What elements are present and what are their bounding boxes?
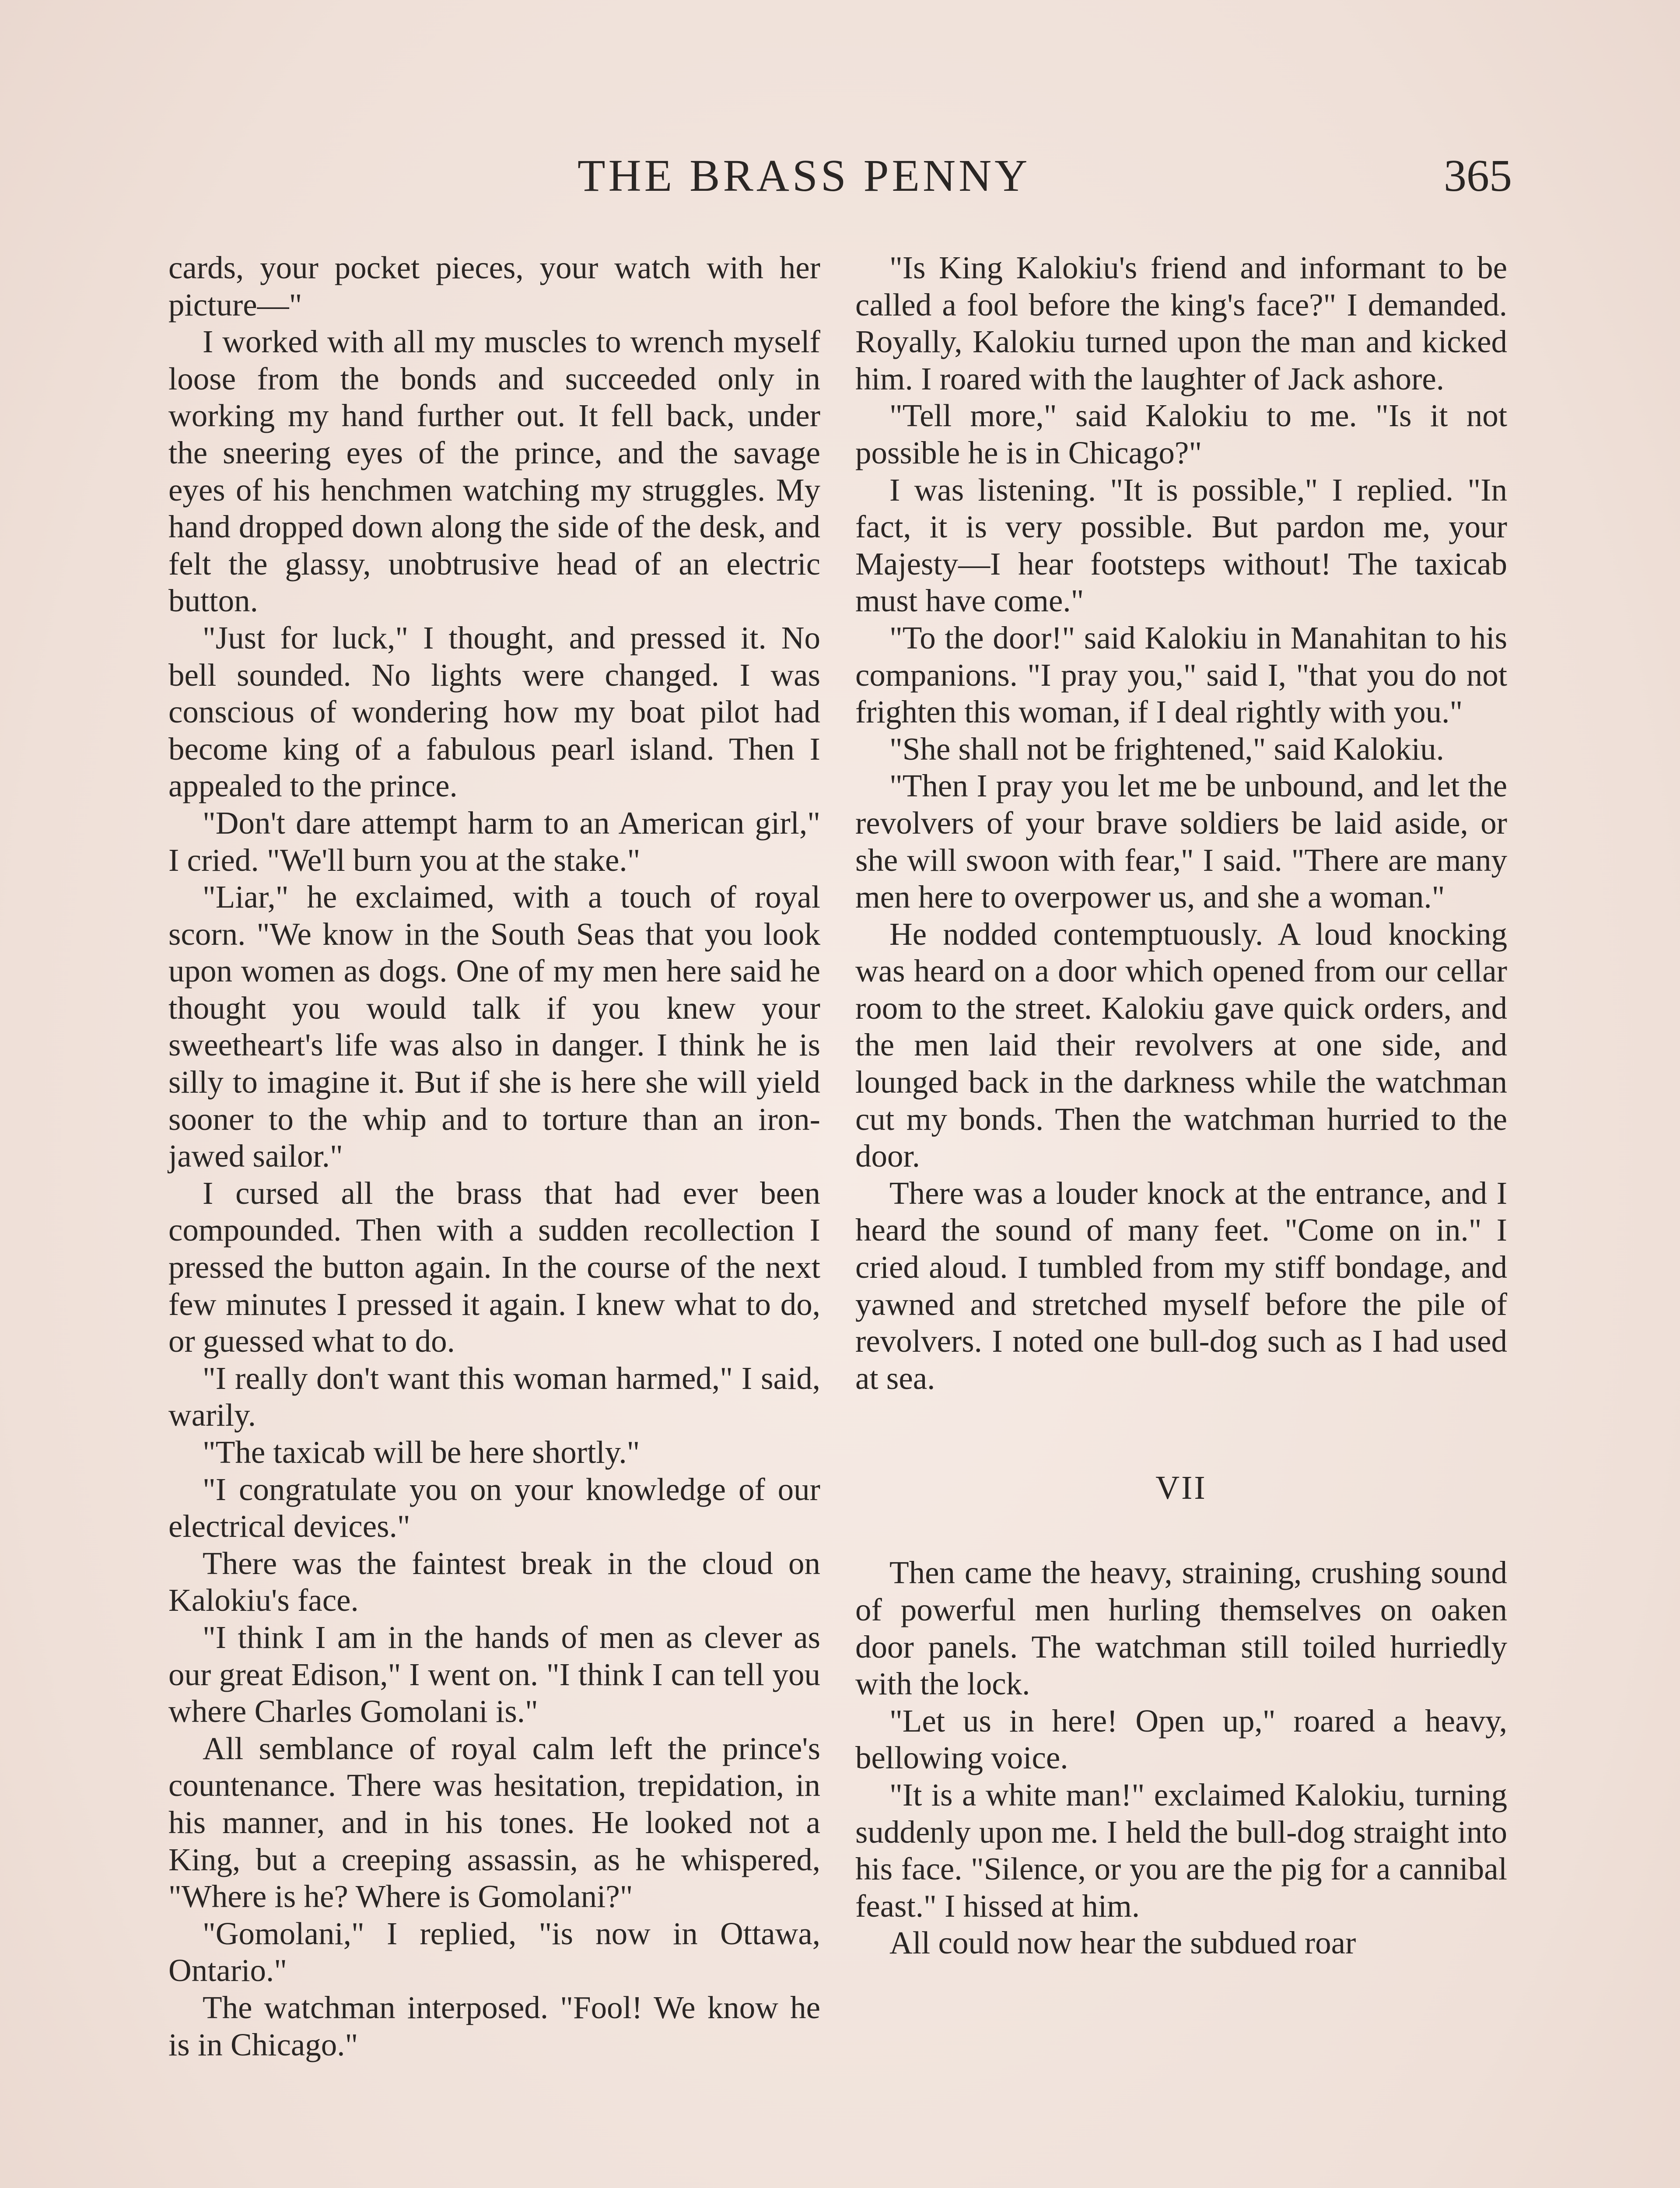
paragraph: "Liar," he exclaimed, with a touch of royal scorn. "We know in the South Seas that you look upon women as dogs. One of my men here said he thought you would talk if you knew your sweetheart's life was also in danger. I think he is silly to imagine it. But if she is here she will yield sooner to the whip and to torture than an iron-jawed sailor." <box>168 879 820 1174</box>
running-head-title: THE BRASS PENNY <box>578 151 1031 201</box>
paragraph: I cursed all the brass that had ever been compounded. Then with a sudden recollection I pressed the button again. In the course of the next few minutes I pressed it again. I knew what to do, or guessed what to do. <box>168 1175 820 1359</box>
page-number: 365 <box>1444 151 1512 201</box>
paragraph: "Don't dare attempt harm to an American girl," I cried. "We'll burn you at the stake." <box>168 805 820 878</box>
paragraph: "Tell more," said Kalokiu to me. "Is it not possible he is in Chicago?" <box>855 398 1507 470</box>
paragraph: There was the faintest break in the cloud on Kalokiu's face. <box>168 1545 820 1618</box>
paragraph: He nodded contemptuously. A loud knocking was heard on a door which opened from our cellar room to the street. Kalokiu gave quick orders, and the men laid their revolvers at one side, and lounged back in the darkness while the watchman cut my bonds. Then the watchman hurried to the door. <box>855 916 1507 1174</box>
paragraph: "Let us in here! Open up," roared a heavy, bellowing voice. <box>855 1703 1507 1776</box>
paragraph: All semblance of royal calm left the prince's countenance. There was hesitation, trepidation, in his manner, and in his tones. He looked not a King, but a creeping assassin, as he whispered, "Where is he? Where is Gomolani?" <box>168 1730 820 1914</box>
paragraph: "Just for luck," I thought, and pressed it. No bell sounded. No lights were changed. I was conscious of wondering how my boat pilot had become king of a fabulous pearl island. Then I appealed to the prince. <box>168 620 820 804</box>
paragraph: cards, your pocket pieces, your watch with her picture—" <box>168 250 820 323</box>
paragraph: The watchman interposed. "Fool! We know he is in Chicago." <box>168 1989 820 2062</box>
paragraph: "I think I am in the hands of men as clever as our great Edison," I went on. "I think I can tell you where Charles Gomolani is." <box>168 1619 820 1729</box>
paragraph: "It is a white man!" exclaimed Kalokiu, turning suddenly upon me. I held the bull-dog straight into his face. "Silence, or you are the pig for a cannibal feast." I hissed at him. <box>855 1777 1507 1924</box>
paragraph: I was listening. "It is possible," I replied. "In fact, it is very possible. But pardon me, your Majesty—I hear footsteps without! The taxicab must have come." <box>855 472 1507 619</box>
paragraph: There was a louder knock at the entrance, and I heard the sound of many feet. "Come on in." I cried aloud. I tumbled from my stiff bondage, and yawned and stretched myself before the pile of revolvers. I noted one bull-dog such as I had used at sea. <box>855 1175 1507 1396</box>
left-column <box>168 249 820 2063</box>
paragraph: "I really don't want this woman harmed," I said, warily. <box>168 1360 820 1433</box>
paragraph: "I congratulate you on your knowledge of our electrical devices." <box>168 1471 820 1544</box>
paragraph: I worked with all my muscles to wrench myself loose from the bonds and succeeded only in working my hand further out. It fell back, under the sneering eyes of the prince, and the savage eyes of his henchmen watching my struggles. My hand dropped down along the side of the desk, and felt the glassy, unobtrusive head of an electric button. <box>168 324 820 619</box>
paragraph: All could now hear the subdued roar <box>889 1925 1356 1961</box>
paragraph: "Then I pray you let me be unbound, and let the revolvers of your brave soldiers be laid aside, or she will swoon with fear," I said. "There are many men here to overpower us, and she a woman." <box>855 768 1507 915</box>
paragraph: "To the door!" said Kalokiu in Manahitan to his companions. "I pray you," said I, "that you do not frighten this woman, if I deal rightly with you." <box>855 620 1507 730</box>
paragraph: "Gomolani," I replied, "is now in Ottawa, Ontario." <box>168 1915 820 1988</box>
section-heading: VII <box>1155 1469 1207 1507</box>
paragraph: "The taxicab will be here shortly." <box>203 1434 640 1470</box>
right-column <box>855 249 1507 1962</box>
paragraph: "Is King Kalokiu's friend and informant to be called a fool before the king's face?" I demanded. Royally, Kalokiu turned upon the man and kicked him. I roared with the laughter of Jack ashore. <box>855 250 1507 396</box>
paragraph: Then came the heavy, straining, crushing sound of powerful men hurling themselves on oaken door panels. The watchman still toiled hurriedly with the lock. <box>855 1555 1507 1702</box>
paragraph: "She shall not be frightened," said Kalokiu. <box>889 731 1444 767</box>
